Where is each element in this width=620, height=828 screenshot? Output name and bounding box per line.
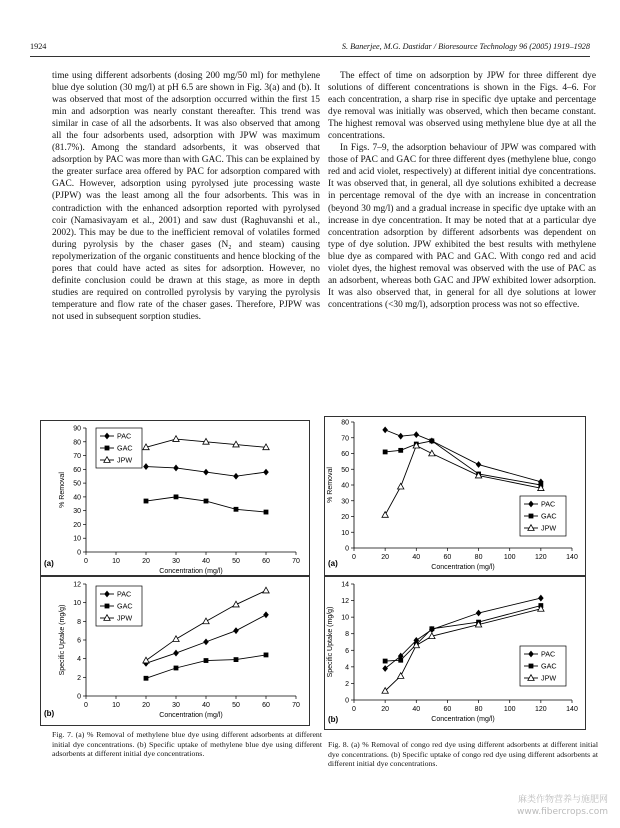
data-point-gac: [174, 666, 179, 671]
data-point-pac: [233, 627, 239, 634]
fig7b-chart: [40, 576, 310, 726]
series-pac: [382, 426, 543, 485]
header-rule: [30, 56, 590, 57]
data-point-gac: [234, 507, 239, 512]
y-axis-label: Specific Uptake (mg/g): [59, 604, 66, 676]
y-tick-label: 6: [77, 637, 81, 645]
fig8a-axes: [327, 420, 578, 572]
data-point-pac: [263, 611, 269, 618]
series-pac: [143, 463, 269, 479]
right-text-column: [328, 70, 596, 311]
fig7b-axes: [44, 582, 300, 720]
data-point-jpw: [398, 673, 404, 679]
data-point-pac: [143, 463, 149, 470]
left-text-column: [52, 70, 320, 323]
data-point-gac: [264, 653, 269, 658]
legend-label-jpw: JPW: [117, 455, 133, 465]
data-point-pac: [203, 638, 209, 645]
x-tick-label: 70: [292, 558, 300, 565]
data-point-pac: [173, 650, 179, 657]
data-point-pac: [413, 431, 419, 438]
x-tick-label: 50: [232, 702, 240, 709]
data-point-gac: [234, 657, 239, 662]
x-axis-label: Concentration (mg/l): [159, 712, 223, 719]
series-line-jpw: [146, 591, 266, 661]
panel-label: (a): [44, 559, 54, 568]
x-axis-label: Concentration (mg/l): [431, 716, 495, 723]
y-tick-label: 2: [345, 680, 349, 688]
x-tick-label: 40: [202, 702, 210, 709]
running-head: S. Banerjee, M.G. Dastidar / Bioresource Technology 96 (2005) 1919–1928: [341, 42, 590, 51]
series-line-jpw: [385, 609, 541, 691]
y-tick-label: 4: [77, 656, 81, 664]
fig7a-axes: [44, 426, 300, 576]
data-point-jpw: [398, 483, 404, 489]
x-tick-label: 30: [172, 702, 180, 709]
data-point-gac: [144, 676, 149, 681]
data-point-pac: [382, 426, 388, 433]
data-point-jpw: [429, 450, 435, 456]
y-tick-label: 12: [341, 598, 349, 606]
data-point-jpw: [203, 618, 209, 624]
data-point-pac: [476, 610, 482, 617]
x-tick-label: 100: [503, 554, 516, 561]
series-gac: [144, 494, 269, 514]
figure-7b: [40, 576, 310, 726]
fig8b-chart: [324, 576, 586, 730]
y-tick-label: 10: [341, 529, 349, 537]
x-tick-label: 140: [566, 554, 578, 561]
y-tick-label: 4: [345, 664, 349, 672]
panel-label: (a): [328, 559, 338, 568]
x-tick-label: 40: [202, 558, 210, 565]
y-tick-label: 10: [341, 614, 349, 622]
x-tick-label: 120: [535, 706, 547, 713]
y-tick-label: 50: [341, 466, 349, 474]
watermark-line-2: www.fibercrops.com: [517, 807, 608, 817]
figure-8a: [324, 416, 586, 576]
series-line-gac: [385, 441, 541, 485]
series-line-gac: [385, 606, 541, 662]
x-tick-label: 20: [381, 554, 390, 561]
y-tick-label: 40: [73, 494, 81, 502]
y-tick-label: 30: [73, 508, 81, 516]
y-tick-label: 12: [73, 581, 81, 589]
legend-label-gac: GAC: [541, 661, 557, 671]
y-tick-label: 60: [73, 466, 81, 474]
x-tick-label: 60: [443, 554, 452, 561]
y-axis-label: % Removal: [327, 467, 334, 503]
series-jpw: [143, 436, 269, 450]
y-tick-label: 10: [73, 600, 81, 608]
data-point-jpw: [143, 657, 149, 663]
data-point-gac: [429, 626, 434, 631]
fig8a-chart: [324, 416, 586, 576]
x-tick-label: 50: [232, 558, 240, 565]
watermark: [517, 794, 608, 818]
legend: [96, 428, 142, 468]
y-tick-label: 80: [341, 419, 349, 427]
series-line-pac: [385, 430, 541, 482]
legend-label-pac: PAC: [541, 649, 556, 659]
x-tick-label: 100: [503, 706, 516, 713]
data-point-gac: [264, 510, 269, 515]
data-point-jpw: [263, 587, 269, 593]
y-tick-label: 60: [341, 451, 349, 458]
legend-label-gac: GAC: [541, 511, 557, 521]
series-jpw: [143, 587, 269, 663]
x-tick-label: 0: [352, 706, 356, 713]
x-tick-label: 20: [381, 706, 390, 713]
legend-label-gac: GAC: [117, 443, 133, 453]
x-tick-label: 20: [142, 558, 150, 565]
x-tick-label: 140: [566, 706, 578, 713]
right-paragraph-2: In Figs. 7–9, the adsorption behaviour of JPW was compared with those of PAC and GAC for three different dyes (methylene blue, congo red and acid violet, respectively) at different initial dye concentrations. It was observed that, in general, all dye solutions exhibited a decrease in percentage removal of the dye with an increase in concentration (beyond 30 mg/l) and a gradual increase in specific dye uptake with an increase in dye concentration. It may be noted that at a particular dye concentration adsorption by different adsorbents was dependent on type of dye solution. JPW exhibited the best results with methylene blue dye as compared with PAC and GAC. With congo red and acid violet dyes, the highest removal was observed with the use of PAC as an adsorbent, whereas both GAC and JPW exhibited lower adsorption. It was also observed that, in general for all dye solutions at lower concentrations (<30 mg/l), adsorption process was not so effective.: [328, 143, 596, 310]
y-tick-label: 10: [73, 535, 81, 543]
y-axis-label: Specific Uptake (mg/g): [327, 606, 334, 678]
y-tick-label: 90: [73, 425, 81, 433]
data-point-gac: [174, 494, 179, 499]
watermark-line-1: 麻类作物营养与施肥网: [517, 795, 608, 805]
y-tick-label: 2: [77, 674, 81, 682]
series-pac: [382, 595, 543, 672]
legend-label-jpw: JPW: [117, 613, 133, 623]
x-tick-label: 120: [535, 554, 547, 561]
x-tick-label: 0: [352, 554, 356, 561]
panel-label: (b): [44, 709, 55, 718]
figure-7-caption: Fig. 7. (a) % Removal of methylene blue dye using different adsorbents at different initial dye concentrations. (b) Specific uptake of methylene blue dye using different adsorbents at different initial dye concentrations.: [52, 730, 322, 759]
data-point-pac: [382, 665, 388, 672]
data-point-pac: [203, 469, 209, 476]
x-tick-label: 10: [112, 558, 120, 565]
data-point-pac: [263, 469, 269, 476]
y-tick-label: 30: [341, 498, 349, 506]
data-point-gac: [398, 448, 403, 453]
x-tick-label: 10: [112, 702, 120, 709]
x-tick-label: 40: [412, 554, 421, 561]
figure-8b: [324, 576, 586, 730]
legend-label-jpw: JPW: [541, 523, 557, 533]
x-tick-label: 40: [412, 706, 421, 713]
data-point-pac: [233, 473, 239, 480]
data-point-gac: [204, 658, 209, 663]
x-tick-label: 0: [84, 558, 88, 565]
panel-label: (b): [328, 715, 339, 724]
page-header: [30, 42, 590, 56]
data-point-gac: [383, 659, 388, 664]
data-point-jpw: [173, 436, 179, 442]
data-point-jpw: [233, 601, 239, 607]
legend-label-jpw: JPW: [541, 673, 557, 683]
legend-label-pac: PAC: [117, 589, 132, 599]
data-point-pac: [538, 595, 544, 602]
series-gac: [144, 653, 269, 681]
series-gac: [383, 603, 544, 663]
y-tick-label: 20: [341, 514, 349, 521]
fig7a-chart: [40, 420, 310, 576]
legend: [520, 646, 566, 686]
x-tick-label: 70: [292, 702, 300, 709]
data-point-pac: [476, 461, 482, 468]
x-tick-label: 60: [262, 558, 270, 565]
legend: [520, 496, 566, 536]
legend-marker-gac: [105, 446, 110, 451]
x-tick-label: 80: [474, 554, 483, 561]
data-point-gac: [144, 499, 149, 504]
data-point-gac: [398, 658, 403, 663]
left-paragraph-1: time using different adsorbents (dosing 200 mg/50 ml) for methylene blue dye solution (30 mg/l) at pH 6.5 are shown in Fig. 3(a) and (b). It was observed that most of the adsorption occurred within the first 15 min and adsorption was nearly constant thereafter. This trend was similar in case of all the adsorbents. It was also observed that among all the four adsorbents used, adsorption with JPW was maximum (81.7%). Among the standard adsorbents, it was observed that adsorption by PAC was more than with GAC. This can be explained by the greater surface area offered by PAC for adsorption compared with GAC. However, adsorption using pyrolysed jute processing waste (PJPW) was the least among all the four adsorbents. This was in contradiction with the enhanced adsorption reported with pyrolysed coir (Namasivayam et al., 2001) and saw dust (Raghuvanshi et al., 2002). This may be due to the inefficient removal of volatiles formed during pyrolysis by the chaser gases (N₂ and steam) causing repolymerization of the organic constituents and hence blocking of the pores that could have acted as sites for adsorption. However, no definite conclusion could be drawn at this stage, as more in depth studies are required on controlled pyrolysis by varying the pyrolysis temperature and flow rate of the chaser gases. Therefore, PJPW was not used in subsequent sorption studies.: [52, 71, 320, 322]
legend-label-gac: GAC: [117, 601, 133, 611]
y-tick-label: 50: [73, 480, 81, 488]
legend: [96, 586, 142, 626]
series-gac: [383, 439, 544, 488]
data-point-gac: [204, 499, 209, 504]
x-axis-label: Concentration (mg/l): [431, 564, 495, 571]
right-paragraph-1: The effect of time on adsorption by JPW for three different dye solutions of different concentrations is shown in the Figs. 4–6. For each concentration, a sharp rise in specific dye uptake and percentage dye removal was initially was observed, which then became constant. The highest removal was observed using methylene blue dye at all the concentrations.: [328, 71, 596, 142]
legend-marker-gac: [105, 604, 110, 609]
figure-8-caption: Fig. 8. (a) % Removal of congo red dye using different adsorbents at different initial dye concentrations. (b) Specific uptake of congo red dye using different adsorbents at different initial dye concentrations.: [328, 740, 598, 769]
data-point-gac: [429, 439, 434, 444]
data-point-jpw: [173, 636, 179, 642]
y-tick-label: 8: [77, 618, 81, 626]
x-tick-label: 80: [474, 706, 483, 713]
legend-marker-gac: [529, 514, 534, 519]
x-tick-label: 60: [262, 702, 270, 709]
y-tick-label: 8: [345, 631, 349, 639]
y-tick-label: 70: [73, 453, 81, 461]
data-point-jpw: [382, 512, 388, 518]
x-axis-label: Concentration (mg/l): [159, 568, 223, 575]
y-tick-label: 0: [77, 549, 81, 557]
x-tick-label: 30: [172, 558, 180, 565]
data-point-pac: [173, 465, 179, 472]
y-tick-label: 70: [341, 435, 349, 443]
data-point-gac: [383, 450, 388, 455]
x-tick-label: 0: [84, 702, 88, 709]
figure-7a: [40, 420, 310, 576]
legend-marker-gac: [529, 664, 534, 669]
y-tick-label: 6: [345, 647, 349, 655]
y-tick-label: 14: [341, 581, 349, 589]
page-number: 1924: [30, 42, 47, 51]
y-tick-label: 0: [345, 545, 349, 553]
y-tick-label: 0: [345, 697, 349, 705]
legend-label-pac: PAC: [117, 431, 132, 441]
x-tick-label: 20: [142, 702, 150, 709]
x-tick-label: 60: [443, 706, 452, 713]
y-tick-label: 20: [73, 521, 81, 529]
legend-label-pac: PAC: [541, 499, 556, 509]
series-line-pac: [385, 598, 541, 668]
y-tick-label: 80: [73, 439, 81, 447]
y-tick-label: 40: [341, 482, 349, 490]
y-axis-label: % Removal: [59, 472, 66, 508]
series-line-jpw: [385, 446, 541, 515]
y-tick-label: 0: [77, 693, 81, 701]
data-point-pac: [398, 433, 404, 440]
